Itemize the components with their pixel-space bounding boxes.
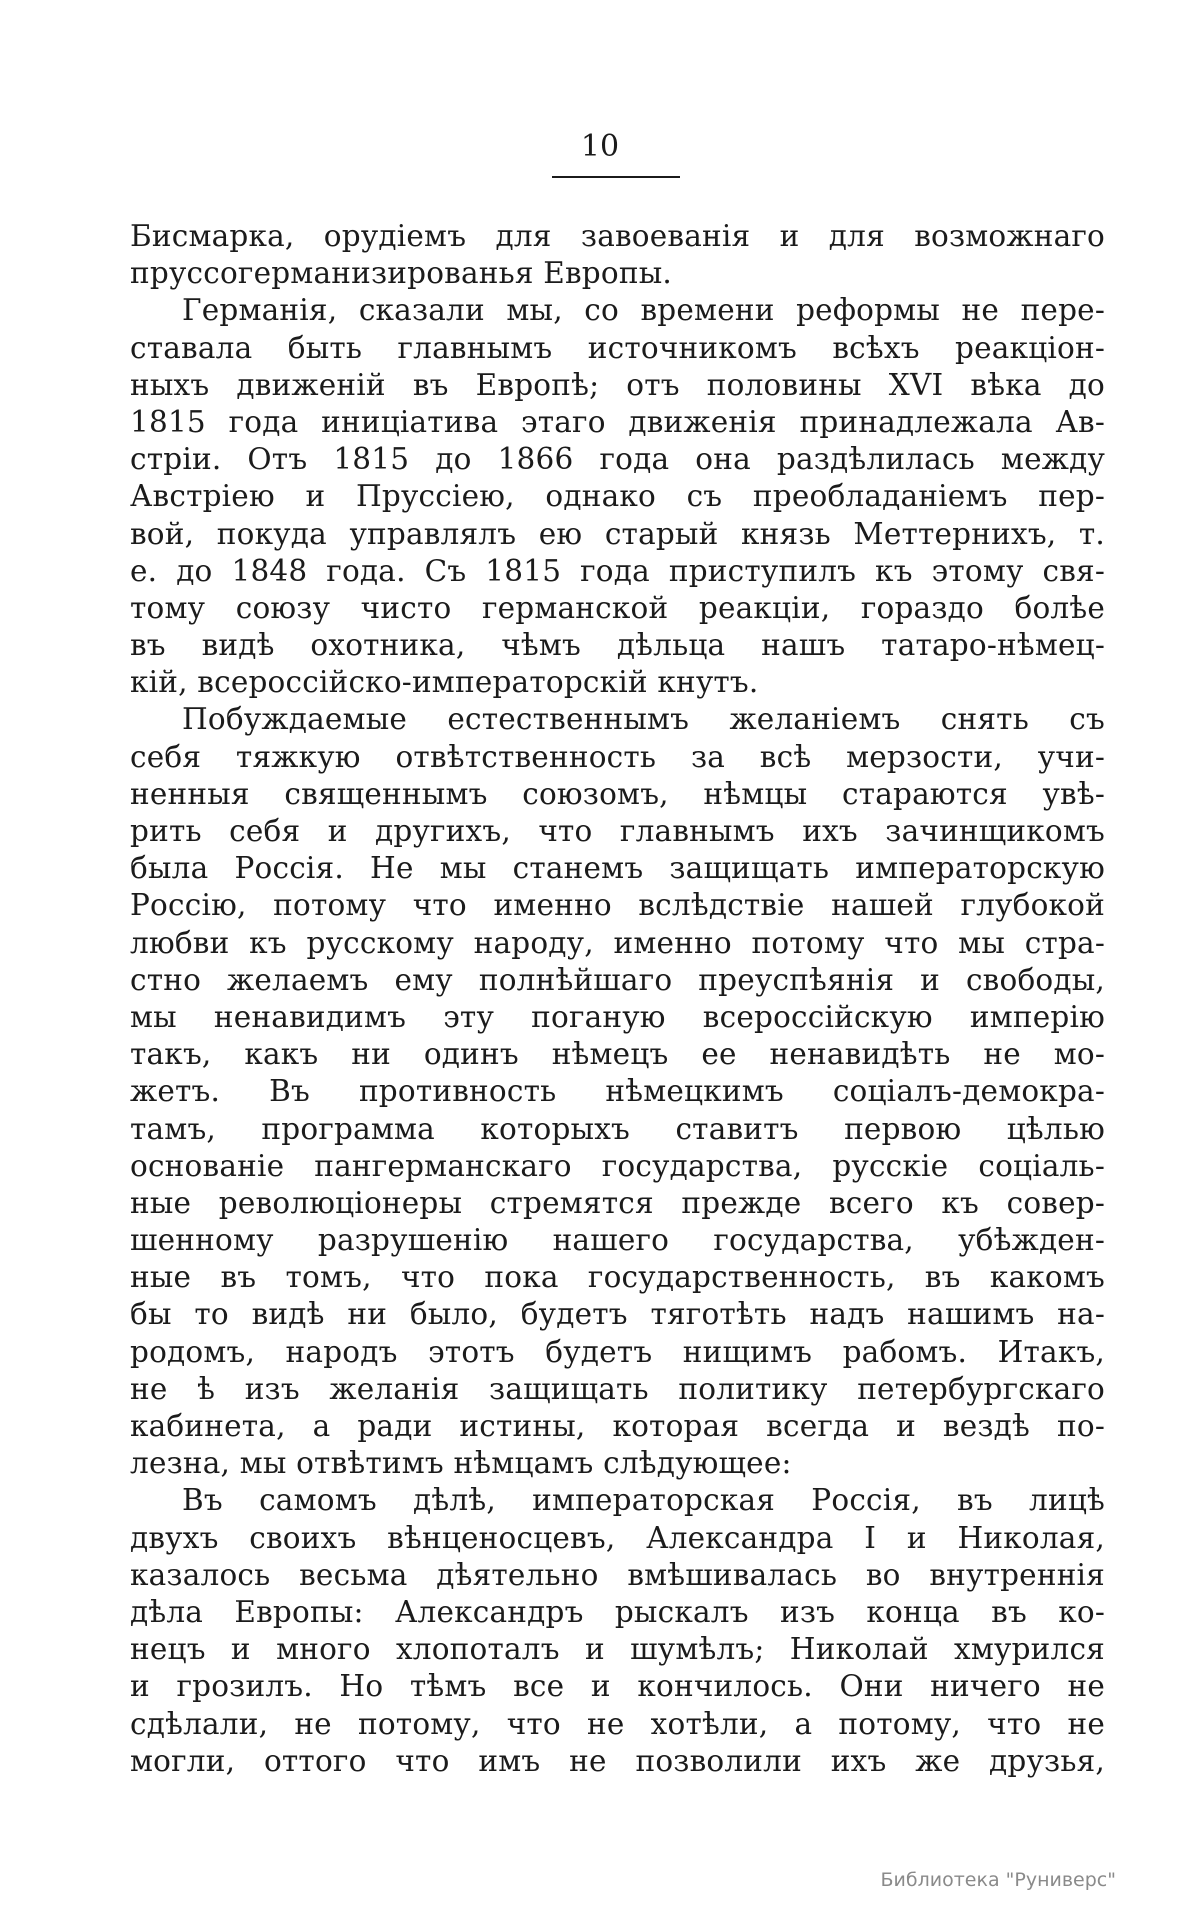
text-line: Австріею и Пруссіею, однако съ преобладаніемъ пер- [130,479,1105,514]
text-line: родомъ, народъ этотъ будетъ нищимъ рабомъ. Итакъ, [130,1334,1105,1369]
text-line: лезна, мы отвѣтимъ нѣмцамъ слѣдующее: [130,1446,792,1481]
text-line: рить себя и другихъ, что главнымъ ихъ зачинщикомъ [130,814,1105,848]
text-line: любви къ русскому народу, именно потому что мы стра- [130,925,1105,960]
page-number: 10 [580,129,620,164]
text-line: основаніе пангерманскаго государства, русскіе соціаль- [130,1148,1105,1183]
text-line: могли, оттого что имъ не позволили ихъ же друзья, [130,1743,1105,1778]
text-line: тамъ, программа которыхъ ставитъ первою цѣлью [130,1111,1105,1146]
text-line: ные революціонеры стремятся прежде всего къ совер- [130,1185,1105,1220]
text-line: ставала быть главнымъ источникомъ всѣхъ реакціон- [130,330,1105,365]
body-text [130,218,1105,1780]
text-line: стріи. Отъ 1815 до 1866 года она раздѣлилась между [130,442,1105,477]
text-line: Германія, сказали мы, со времени реформы не пере- [182,293,1105,328]
text-line: кій, всероссійско-императорскій кнутъ. [130,665,759,700]
text-line: кабинета, а ради истины, которая всегда и вездѣ по- [130,1409,1105,1443]
text-line: стно желаемъ ему полнѣйшаго преуспѣянія и свободы, [130,962,1105,997]
text-line: вой, покуда управлялъ ею старый князь Меттернихъ, т. [130,516,1105,551]
text-line: двухъ своихъ вѣнценосцевъ, Александра I и Николая, [130,1520,1105,1555]
text-line: ныхъ движеній въ Европѣ; отъ половины XVI вѣка до [130,367,1105,402]
text-line: въ видѣ охотника, чѣмъ дѣльца нашъ татаро-нѣмец- [130,628,1105,663]
text-line: мы ненавидимъ эту поганую всероссійскую имперію [130,999,1105,1034]
text-line: такъ, какъ ни одинъ нѣмецъ ее ненавидѣть не мо- [130,1037,1105,1072]
text-line: дѣла Европы: Александръ рыскалъ изъ конца въ ко- [130,1594,1105,1629]
page-number-rule [552,176,680,178]
text-line: 1815 года иниціатива этаго движенія принадлежала Ав- [130,404,1105,439]
text-line: была Россія. Не мы станемъ защищать императорскую [130,851,1105,886]
library-watermark: Библиотека "Руниверс" [880,1869,1116,1891]
text-line: пруссогерманизированья Европы. [130,256,672,291]
text-line: Побуждаемые естественнымъ желаніемъ снять съ [182,702,1105,737]
text-line: казалось весьма дѣятельно вмѣшивалась во внутреннія [130,1557,1105,1592]
text-line: жетъ. Въ противность нѣмецкимъ соціалъ-демокра- [130,1074,1105,1109]
text-line: е. до 1848 года. Съ 1815 года приступилъ къ этому свя- [130,553,1105,588]
text-line: не ѣ изъ желанія защищать политику петербургскаго [130,1371,1105,1406]
text-line: нецъ и много хлопоталъ и шумѣлъ; Николай хмурился [130,1632,1105,1667]
text-line: Въ самомъ дѣлѣ, императорская Россія, въ лицѣ [182,1483,1105,1518]
text-line: сдѣлали, не потому, что не хотѣли, а потому, что не [130,1706,1105,1741]
text-line: себя тяжкую отвѣтственность за всѣ мерзости, учи- [130,739,1105,774]
text-line: и грозилъ. Но тѣмъ все и кончилось. Они ничего не [130,1669,1105,1704]
text-line: Бисмарка, орудіемъ для завоеванія и для возможнаго [130,219,1105,253]
text-line: Россію, потому что именно вслѣдствіе нашей глубокой [130,888,1105,923]
text-line: бы то видѣ ни было, будетъ тяготѣть надъ нашимъ на- [130,1297,1105,1332]
text-line: ненныя священнымъ союзомъ, нѣмцы стараются увѣ- [130,776,1105,811]
text-line: шенному разрушенію нашего государства, убѣжден- [130,1223,1105,1258]
text-line: тому союзу чисто германской реакціи, гораздо болѣе [130,590,1105,625]
text-line: ные въ томъ, что пока государственность, въ какомъ [130,1260,1105,1295]
